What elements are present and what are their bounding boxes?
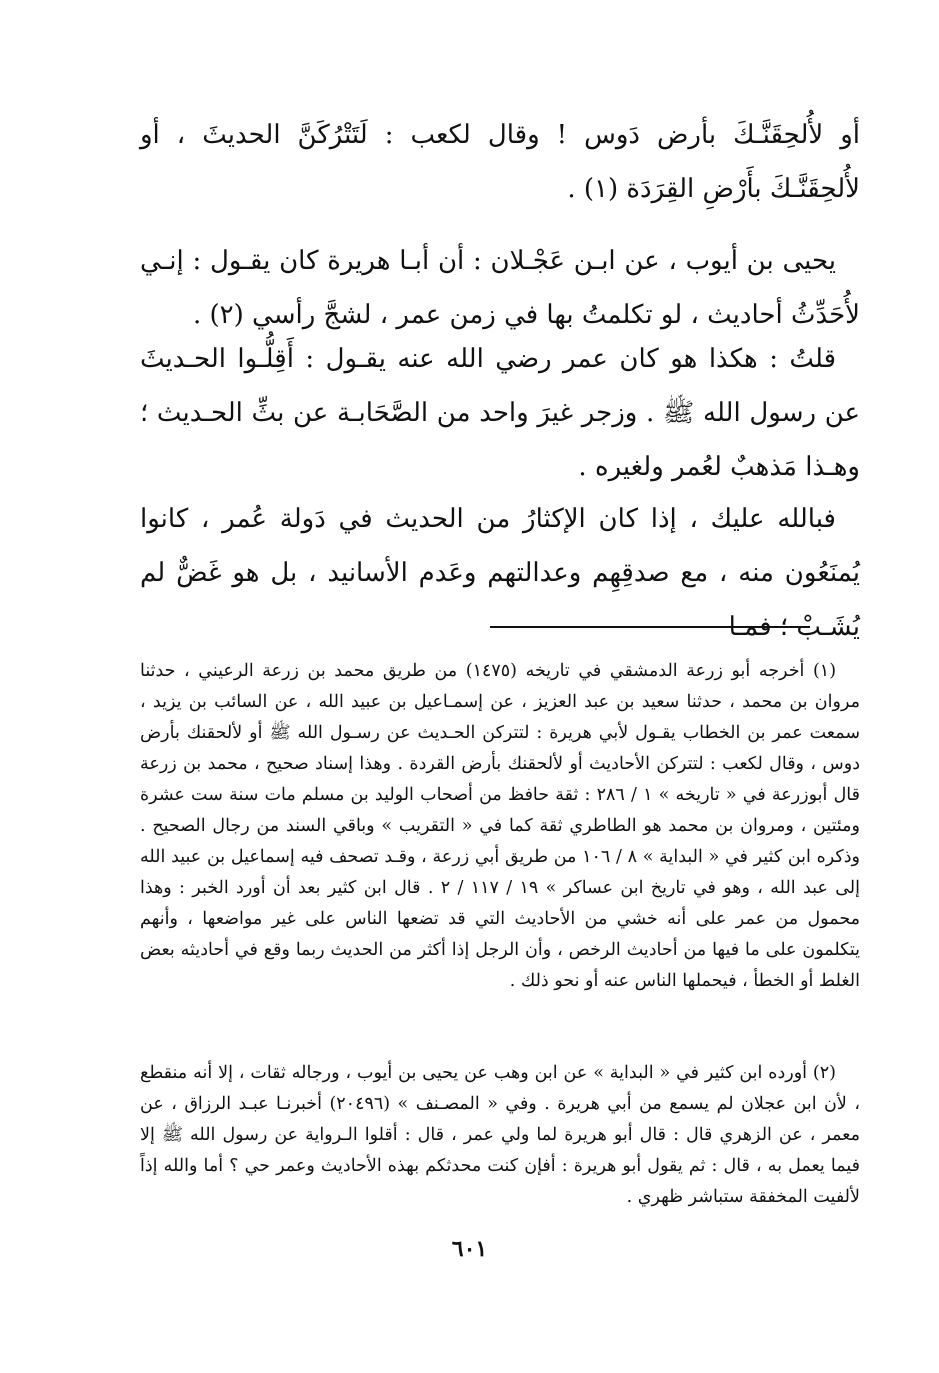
page-number: ٦٠١ — [451, 1236, 488, 1262]
footnote-2: (٢) أورده ابن كثير في « البداية » عن ابن وهب عن يحيى بن أيوب ، ورجاله ثقات ، إلا أنه منقطع ، لأن ابن عجلان لم يسمع من أبي هريرة . وفي « المصـنف » (٢٠٤٩٦) أخبرنـا عبـد الرزاق ، عن معمر ، عن الزهري قال : قال أبو هريرة لما ولي عمر ، قال : أقلوا الـرواية عن رسول الله ﷺ إلا فيما يعمل به ، قال : ثم يقول أبو هريرة : أفإن كنت محدثكم بهذه الأحاديث وعمر حي ؟ أما والله إذاً لألفيت المخفقة ستباشر ظهري . — [140, 1063, 860, 1207]
footnote-1: (١) أخرجه أبو زرعة الدمشقي في تاريخه (١٤٧٥) من طريق محمد بن زرعة الرعيني ، حدثنا مروان بن محمد ، حدثنا سعيد بن عبد العزيز ، عن إسمـاعيل بن عبيد الله ، عن السائب بن يزيد ، سمعت عمر بن الخطاب يقـول لأبي هريرة : لتتركن الحـديث عن رسـول الله ﷺ أو لألحقنك بأرض دوس ، وقال لكعب : لتتركن الأحاديث أو لألحقنك بأرض القردة . وهذا إسناد صحيح ، محمد بن زرعة قال أبوزرعة في « تاريخه » ١ / ٢٨٦ : ثقة حافظ من أصحاب الوليد بن مسلم مات سنة ست عشرة ومئتين ، ومروان بن محمد هو الطاطري ثقة كما في « التقريب » وباقي السند من رجال الصحيح . وذكره ابن كثير في « البداية » ٨ / ١٠٦ من طريق أبي زرعة ، وقـد تصحف فيه إسماعيل بن عبيد الله إلى عبد الله ، وهو في تاريخ ابن عساكر » ١٩ / ١١٧ / ٢ . قال ابن كثير بعد أن أورد الخبر : وهذا محمول من عمر على أنه خشي من الأحاديث التي قد تضعها الناس على غير مواضعها ، وأنهم يتكلمون على ما فيها من أحاديث الرخص ، وأن الرجل إذا أكثر من الحديث ربما وقع في أحاديثه بعض الغلط أو الخطأ ، فيحملها الناس عنه أو نحو ذلك . — [140, 661, 861, 991]
body-paragraph-4: فبالله عليك ، إذا كان الإكثارُ من الحديث في دَولة عُمر ، كانوا يُمنَعُون منه ، مع صدقِهِم وعدالتهم وعَدم الأسانيد ، بل هو غَضٌّ لم يُشَـبْ ؛ فمـا — [140, 504, 860, 642]
body-paragraph-3: قلتُ : هكذا هو كان عمر رضي الله عنه يقـول : أَقِلُّـوا الحـديثَ عن رسول الله ﷺ . وزجر غيرَ واحد من الصَّحَابـة عن بثِّ الحـديث ؛ وهـذا مَذهبٌ لعُمر ولغيره . — [140, 344, 860, 482]
footnote-separator — [490, 626, 810, 628]
body-paragraph-2: يحيى بن أيوب ، عن ابـن عَجْـلان : أن أبـا هريرة كان يقـول : إنـي لأُحَدِّثُ أحاديث ، لو تكلمتُ بها في زمن عمر ، لشجَّ رأسي (٢) . — [140, 246, 860, 330]
body-paragraph-1: أو لأُلحِقَنَّـكَ بأرض دَوس ! وقال لكعب : لَتَتْرُكَنَّ الحديثَ ، أو لأُلحِقَنَّـكَ بأَرْضِ القِرَدَة (١) . — [140, 120, 860, 204]
